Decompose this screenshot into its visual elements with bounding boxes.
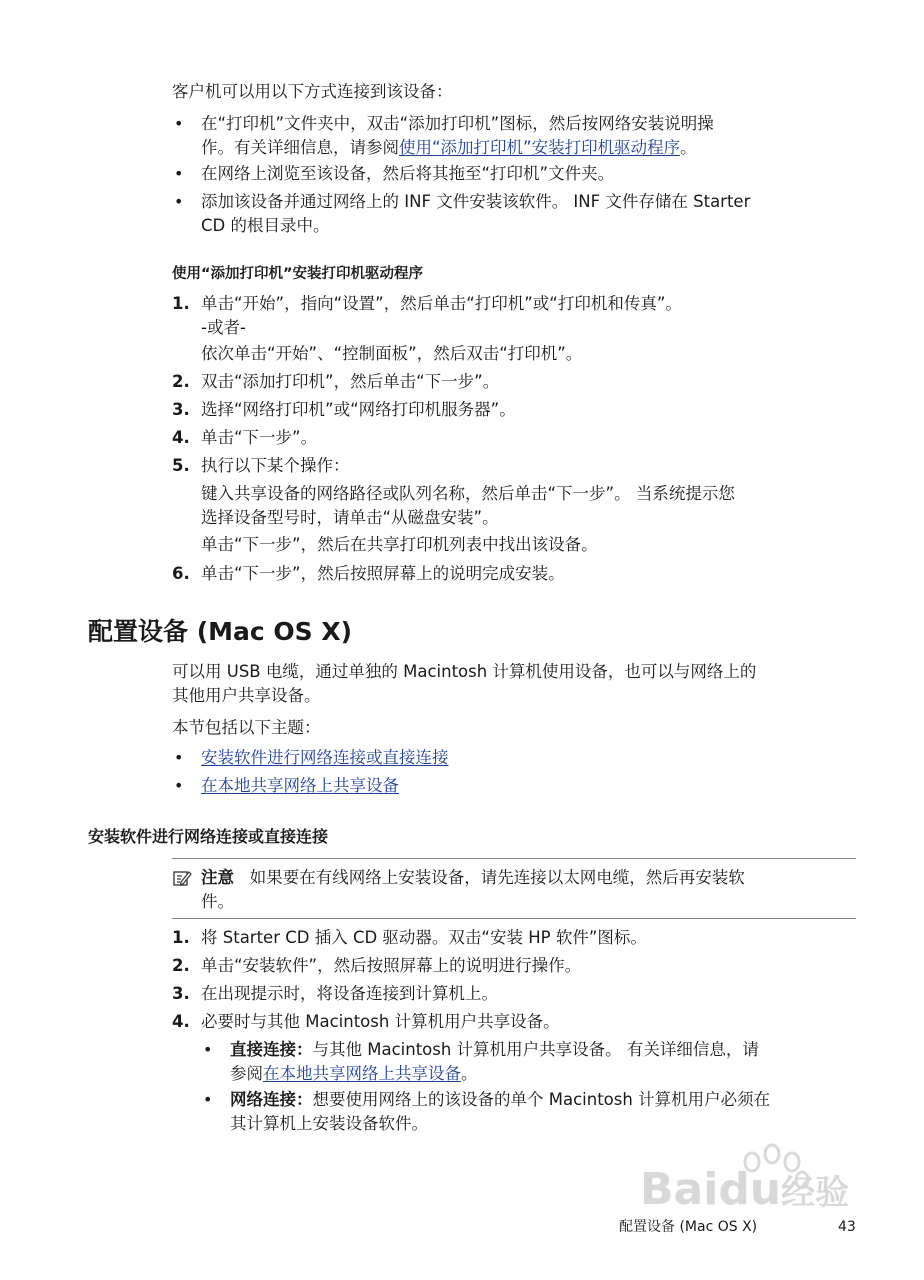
- bullet-2: 在网络上浏览至该设备，然后将其拖至“打印机”文件夹。: [201, 164, 615, 183]
- step-number: 1.: [172, 294, 190, 313]
- step-5-sub-2: 单击“下一步”，然后在共享打印机列表中找出该设备。: [201, 535, 598, 554]
- step-5: 执行以下某个操作：: [201, 456, 350, 475]
- direct-connect-label: 直接连接：: [230, 1040, 313, 1059]
- direct-connect-line-2: [230, 1062, 478, 1086]
- step-2: 双击“添加打印机”，然后单击“下一步”。: [201, 372, 500, 391]
- bullet-dot: •: [203, 1090, 213, 1109]
- bullet-3-line-2: CD 的根目录中。: [201, 216, 330, 235]
- step-1-line-1: 单击“开始”，指向“设置”，然后单击“打印机”或“打印机和传真”。: [201, 294, 682, 313]
- direct-connect-suffix: 。: [461, 1064, 478, 1083]
- bullet-1-suffix: 。: [680, 138, 697, 157]
- bullet-1-line-1: 在“打印机”文件夹中，双击“添加打印机”图标，然后按网络安装说明操: [201, 114, 714, 133]
- watermark-brand2: du: [718, 1164, 782, 1215]
- step-4: 单击“下一步”。: [201, 428, 318, 447]
- note-text: 如果要在有线网络上安装设备，请先连接以太网电缆，然后再安装软: [249, 868, 745, 887]
- note-top-rule: [172, 858, 856, 859]
- step-1-or: -或者-: [201, 318, 246, 337]
- step-number: 2.: [172, 956, 190, 975]
- install-step-3: 在出现提示时，将设备连接到计算机上。: [201, 984, 498, 1003]
- bullet-1-prefix: 作。有关详细信息，请参阅: [201, 138, 399, 157]
- step-number: 4.: [172, 1012, 190, 1031]
- bullet-dot: •: [174, 748, 184, 767]
- add-printer-link[interactable]: 使用“添加打印机”安装打印机驱动程序: [399, 138, 681, 157]
- watermark-text: [640, 1166, 849, 1217]
- note-line-2: 件。: [201, 892, 234, 911]
- topic-link-share[interactable]: 在本地共享网络上共享设备: [201, 776, 399, 795]
- install-step-2: 单击“安装软件”，然后按照屏幕上的说明进行操作。: [201, 956, 582, 975]
- direct-connect-text: 与其他 Macintosh 计算机用户共享设备。 有关详细信息，请: [312, 1040, 759, 1059]
- watermark-suffix: 经验: [781, 1173, 850, 1213]
- bullet-dot: •: [174, 114, 184, 133]
- topics-label: 本节包括以下主题：: [172, 718, 321, 737]
- step-1-line-3: 依次单击“开始”、“控制面板”，然后双击“打印机”。: [201, 344, 583, 363]
- mac-section-title: 配置设备 (Mac OS X): [88, 617, 353, 646]
- bullet-dot: •: [174, 164, 184, 183]
- step-number: 3.: [172, 984, 190, 1003]
- install-step-4: 必要时与其他 Macintosh 计算机用户共享设备。: [201, 1012, 560, 1031]
- topic-item: [201, 774, 399, 798]
- baidu-watermark: [640, 1140, 850, 1220]
- share-device-link[interactable]: 在本地共享网络上共享设备: [263, 1064, 461, 1083]
- network-connect-line-1: [230, 1088, 770, 1112]
- install-step-1: 将 Starter CD 插入 CD 驱动器。双击“安装 HP 软件”图标。: [201, 928, 647, 947]
- network-connect-line-2: 其计算机上安装设备软件。: [230, 1114, 428, 1133]
- footer-section: 配置设备 (Mac OS X): [619, 1219, 758, 1235]
- direct-connect-line-1: [230, 1038, 759, 1062]
- step-5-sub-1-line-2: 选择设备型号时，请单击“从磁盘安装”。: [201, 508, 499, 527]
- step-number: 3.: [172, 400, 190, 419]
- bullet-3-line-1: 添加该设备并通过网络上的 INF 文件安装该软件。 INF 文件存储在 Starter: [201, 192, 751, 211]
- add-printer-heading: 使用“添加打印机”安装打印机驱动程序: [172, 266, 424, 282]
- step-number: 1.: [172, 928, 190, 947]
- step-3: 选择“网络打印机”或“网络打印机服务器”。: [201, 400, 516, 419]
- bullet-1-line-2: [201, 136, 697, 160]
- page-number: 43: [838, 1219, 856, 1235]
- watermark-brand: Bai: [640, 1164, 719, 1215]
- direct-connect-prefix: 参阅: [230, 1064, 263, 1083]
- intro-text: 客户机可以用以下方式连接到该设备：: [172, 82, 453, 101]
- step-number: 5.: [172, 456, 190, 475]
- note-bottom-rule: [172, 918, 856, 919]
- mac-intro-line-1: 可以用 USB 电缆，通过单独的 Macintosh 计算机使用设备，也可以与网络上的: [172, 662, 757, 681]
- bullet-dot: •: [174, 192, 184, 211]
- step-number: 2.: [172, 372, 190, 391]
- step-number: 4.: [172, 428, 190, 447]
- topic-link-install[interactable]: 安装软件进行网络连接或直接连接: [201, 748, 449, 767]
- note-line-1: [201, 866, 745, 890]
- note-icon: [172, 868, 192, 888]
- bullet-dot: •: [203, 1040, 213, 1059]
- mac-intro-line-2: 其他用户共享设备。: [172, 686, 321, 705]
- network-connect-text: 想要使用网络上的该设备的单个 Macintosh 计算机用户必须在: [312, 1090, 771, 1109]
- step-5-sub-1-line-1: 键入共享设备的网络路径或队列名称，然后单击“下一步”。 当系统提示您: [201, 484, 735, 503]
- install-section-title: 安装软件进行网络连接或直接连接: [88, 827, 329, 846]
- step-number: 6.: [172, 564, 190, 583]
- note-label: 注意: [201, 868, 234, 887]
- network-connect-label: 网络连接：: [230, 1090, 313, 1109]
- step-6: 单击“下一步”，然后按照屏幕上的说明完成安装。: [201, 564, 565, 583]
- topic-item: [201, 746, 449, 770]
- bullet-dot: •: [174, 776, 184, 795]
